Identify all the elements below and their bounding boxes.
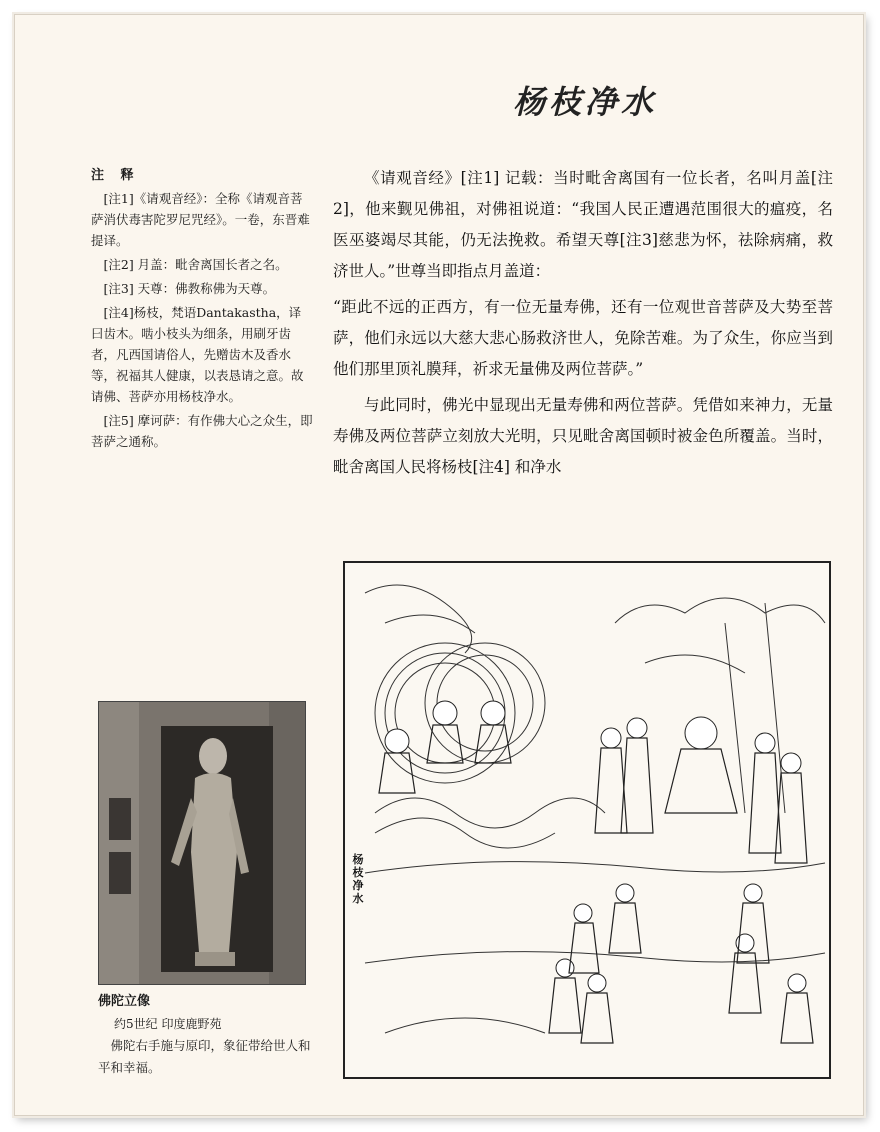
buddhas-scene-icon <box>345 563 829 1077</box>
note-item: [注1]《请观音经》：全称《请观音菩萨消伏毒害陀罗尼咒经》。一卷，东晋难提译。 <box>91 191 310 248</box>
note-item: [注4]杨枝，梵语Dantakastha，译曰齿木。啮小枝头为细条，用刷牙齿者，凡西国请俗人，先赠齿木及香水等，祝福其人健康，以表恳请之意。故请佛、菩萨亦用杨枝净水。 <box>91 305 304 404</box>
body-paragraph: 《请观音经》[注1] 记载：当时毗舍离国有一位长者，名叫月盖[注2]，他来觐见佛祖，对佛祖说道：“我国人民正遭遇范围很大的瘟疫，名医巫婆竭尽其能，仍无法挽救。希望天尊[注3]慈悲为怀，祛除病痛，救济世人。”世尊当即指点月盖道： <box>333 169 833 280</box>
notes-column <box>91 165 313 455</box>
body-paragraph: “距此不远的正西方，有一位无量寿佛，还有一位观世音菩萨及大势至菩萨，他们永远以大慈大悲心肠救济世人，免除苦难。为了众生，你应当到他们那里顶礼膜拜，祈求无量佛及两位菩萨。” <box>333 298 833 378</box>
note-item: [注2] 月盖：毗舍离国长者之名。 <box>103 257 288 272</box>
caption-subtitle: 约5世纪 印度鹿野苑 <box>114 1017 222 1031</box>
page <box>14 14 864 1116</box>
caption-title: 佛陀立像 <box>98 994 151 1009</box>
page-title: 杨枝净水 <box>512 83 657 121</box>
body-paragraph: 与此同时，佛光中显现出无量寿佛和两位菩萨。凭借如来神力，无量寿佛及两位菩萨立刻放大光明，只见毗舍离国顿时被金色所覆盖。当时，毗舍离国人民将杨枝[注4] 和净水 <box>333 396 833 476</box>
photo-caption <box>98 991 318 1079</box>
illustration-label: 杨枝净水 <box>352 853 364 905</box>
note-item: [注3] 天尊：佛教称佛为天尊。 <box>103 281 276 296</box>
statue-image-icon <box>99 702 305 984</box>
note-item: [注5] 摩诃萨：有作佛大心之众生，即菩萨之通称。 <box>91 413 313 449</box>
main-text <box>333 163 833 488</box>
woodblock-illustration <box>343 561 831 1079</box>
buddha-statue-photo <box>98 701 306 985</box>
caption-description: 佛陀右手施与原印，象征带给世人和平和幸福。 <box>98 1038 311 1075</box>
notes-heading: 注 释 <box>91 168 140 183</box>
